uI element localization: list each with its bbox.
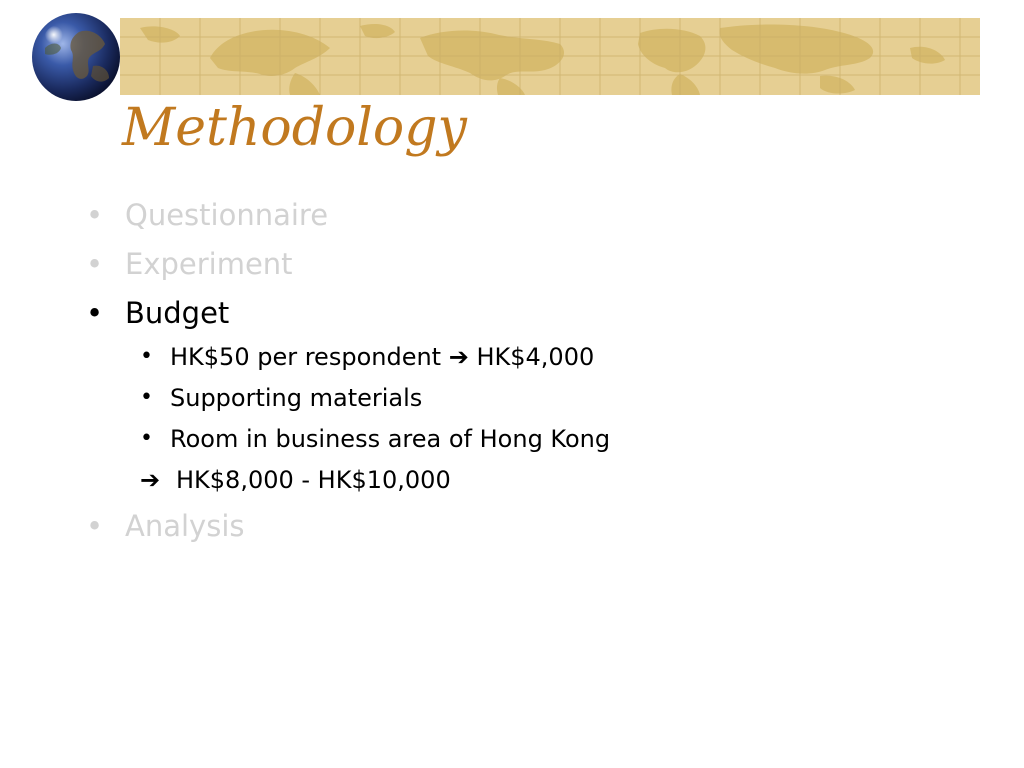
list-item-label: Analysis xyxy=(125,509,245,543)
bullet-icon: • xyxy=(140,385,153,410)
sub-item-label: Room in business area of Hong Kong xyxy=(170,425,611,453)
sub-item-result: HK$4,000 xyxy=(476,343,595,371)
right-arrow-icon: ➔ xyxy=(140,466,161,494)
bullet-icon: • xyxy=(86,509,104,543)
sub-item-label: Supporting materials xyxy=(170,384,423,412)
bullet-icon: • xyxy=(86,247,104,281)
list-item-label: Questionnaire xyxy=(125,198,329,232)
bullet-icon: • xyxy=(86,296,104,330)
right-arrow-icon: ➔ xyxy=(448,343,469,371)
bullet-icon: • xyxy=(140,344,153,369)
sub-item-text xyxy=(170,342,594,372)
list-item-label: Budget xyxy=(125,296,230,330)
list-item-label: Experiment xyxy=(125,247,293,281)
sub-item-label: HK$50 per respondent xyxy=(170,343,442,371)
budget-total-label: HK$8,000 - HK$10,000 xyxy=(176,466,451,494)
slide-title: Methodology xyxy=(122,98,467,158)
bullet-icon: • xyxy=(86,198,104,232)
bullet-icon: • xyxy=(140,426,153,451)
